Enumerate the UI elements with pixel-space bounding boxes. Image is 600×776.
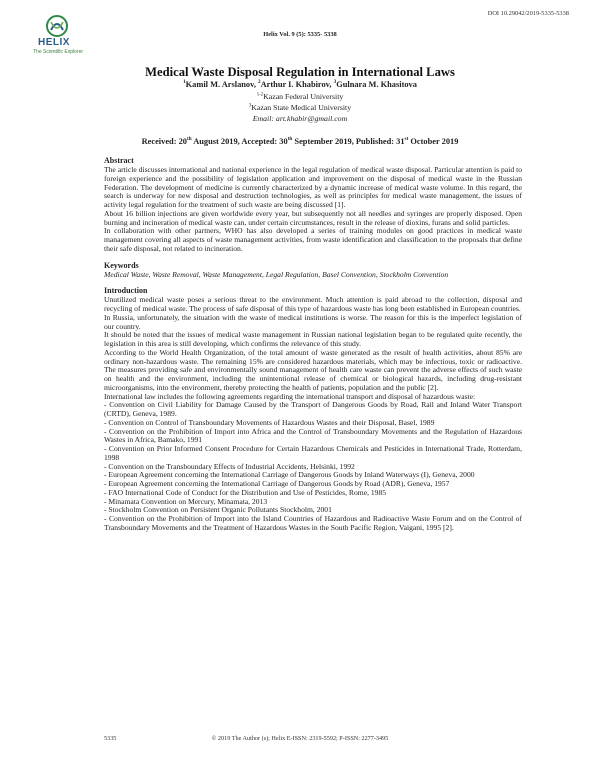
list-item: - Stockholm Convention on Persistent Organic Pollutants Stockholm, 2001	[104, 505, 332, 515]
paper-body	[104, 156, 522, 533]
author-sup: 2	[258, 79, 261, 86]
intro-paragraph: Unutilized medical waste poses a serious threat to the environment. Much attention is paid abroad to the collection, disposal and recycling of medical waste. The process of safe disposal of this type of hazardous waste has long been established in European countries.	[104, 295, 522, 313]
received-date: Received: 20	[141, 137, 187, 146]
author-sup: 1	[183, 79, 186, 86]
date-sup: st	[404, 136, 409, 143]
intro-paragraph: International law includes the following agreements regarding the international transport and disposal of hazardous waste:	[104, 391, 476, 401]
introduction-heading: Introduction	[104, 286, 148, 296]
logo-tagline: The Scientific Explorer	[33, 49, 84, 55]
author-name: Gulnara M. Khasitova	[336, 80, 417, 89]
abstract-heading: Abstract	[104, 156, 134, 165]
affiliation-text: Kazan State Medical University	[251, 103, 352, 112]
page-number: 5335	[104, 735, 117, 742]
abstract-paragraph: In collaboration with other partners, WHO has also developed a series of training modules on good practices in medical waste management covering all aspects of waste management activities, from waste identification and classification to the proposals that define their safe disposal, not related to incineration.	[104, 226, 522, 253]
published-date-tail: October 2019	[408, 137, 459, 146]
accepted-date: Accepted: 30	[241, 137, 288, 146]
date-sup: th	[186, 136, 192, 143]
keywords-text: Medical Waste, Waste Removal, Waste Management, Legal Regulation, Basel Convention, Stockholm Convention	[104, 269, 449, 279]
affiliation-1	[0, 92, 600, 101]
author-name: Arthur I. Khabirov,	[260, 80, 334, 89]
list-item: - Convention on Prior Informed Consent Procedure for Certain Hazardous Chemicals and Pesticides in International Trade, Rotterdam, 1998	[104, 444, 522, 462]
logo-brand: HELIX	[38, 37, 70, 48]
date-sup: th	[287, 136, 293, 143]
list-item: - Convention on the Prohibition of Import into the Island Countries of Hazardous and Radioactive Waste Forum and on the Control of Transboundary Movements and the Treatment of Hazardous Wastes in the South Pacific Region, Vaigani, 1995 [2].	[104, 514, 522, 532]
journal-citation: Helix Vol. 9 (5): 5335- 5338	[263, 31, 337, 38]
keywords-heading: Keywords	[104, 260, 139, 270]
list-item: - Minamata Convention on Mercury, Minamata, 2013	[104, 496, 268, 506]
received-date-tail: August 2019,	[191, 137, 242, 146]
affiliation-2	[0, 103, 600, 112]
author-list	[0, 80, 600, 89]
list-item: - European Agreement concerning the International Carriage of Dangerous Goods by Inland Waterways (I), Geneva, 2000	[104, 470, 475, 480]
intro-paragraph: In Russia, unfortunately, the situation with the waste of medical institutions is worse. The reason for this is the imperfect legislation of our country.	[104, 312, 522, 331]
abstract-paragraph: The article discusses international and national experience in the legal regulation of medical waste disposal. Particular attention is paid to foreign experience and the possibility of legislation application and improvement on the disposal of medical waste in the Russian Federation. The development of medicine is currently characterized by a dynamic increase of medical waste volume. In this regard, the search is underway for new disposal and destruction technologies, as well as principles for medical waste management, the issues of activity legal regulation for the treatment of such waste are being discussed [1].	[104, 165, 522, 209]
paper-title: Medical Waste Disposal Regulation in International Laws	[145, 65, 455, 79]
list-item: - FAO International Code of Conduct for the Distribution and Use of Pesticides, Rome, 1985	[104, 487, 387, 497]
author-sup: 3	[333, 79, 337, 86]
intro-paragraph: It should be noted that the issues of medical waste management in Russian national legislation began to be regulated quite recently, the legislation in this area is still developing, which confirms the relevance of this study.	[104, 330, 522, 348]
affiliation-text: Kazan Federal University	[263, 92, 344, 101]
affiliation-sup: 3	[248, 103, 252, 109]
publication-dates	[0, 137, 600, 146]
author-email: Email: art.khabir@gmail.com	[252, 114, 348, 123]
journal-logo	[26, 14, 88, 64]
copyright-line: © 2019 The Author (s); Helix E-ISSN: 2319-5592; P-ISSN: 2277-3495	[211, 735, 389, 742]
list-item: - Convention on the Prohibition of Import into Africa and the Control of Transboundary Movements and the Regulation of Hazardous Wastes in Africa, Bamako, 1991	[104, 426, 522, 445]
doi: DOI 10.29042/2019-5335-5338	[487, 10, 569, 17]
list-item: - European Agreement concerning the International Carriage of Dangerous Goods by Road (ADR), Geneva, 1957	[104, 479, 450, 488]
abstract-paragraph: About 16 billion injections are given worldwide every year, but subsequently not all needles and syringes are properly disposed. Open burning and incineration of medical waste can, under certain circumstances, result in the release of dioxins, furans and solid particles.	[104, 208, 522, 227]
published-date: Published: 31	[355, 137, 405, 146]
list-item: - Convention on the Transboundary Effects of Industrial Accidents, Helsinki, 1992	[104, 461, 355, 471]
intro-paragraph: According to the World Health Organization, of the total amount of waste generated as the result of health activities, about 85% are ordinary non-hazardous waste. The remaining 15% are considered hazardous materials, which may be infectious, toxic or radioactive. The measures providing safe and environmentally sound management of health care waste can prevent the adverse effects of such waste on health and the environment, including the unintentional release of chemical or biological hazards, including drug-resistant microorganisms, into the environment, thereby protecting the health of patients, population and the public [2].	[104, 347, 522, 392]
author-name: Kamil M. Arslanov,	[185, 80, 259, 89]
list-item: - Convention on Control of Transboundary Movements of Hazardous Wastes and their Disposal, Basel, 1989	[104, 417, 435, 427]
list-item: - Convention on Civil Liability for Damage Caused by the Transport of Dangerous Goods by Road, Rail and Inland Water Transport (CRTD), Geneva, 1989.	[104, 400, 522, 418]
affiliation-sup: 1-2	[256, 92, 264, 98]
accepted-date-tail: September 2019,	[292, 137, 356, 146]
